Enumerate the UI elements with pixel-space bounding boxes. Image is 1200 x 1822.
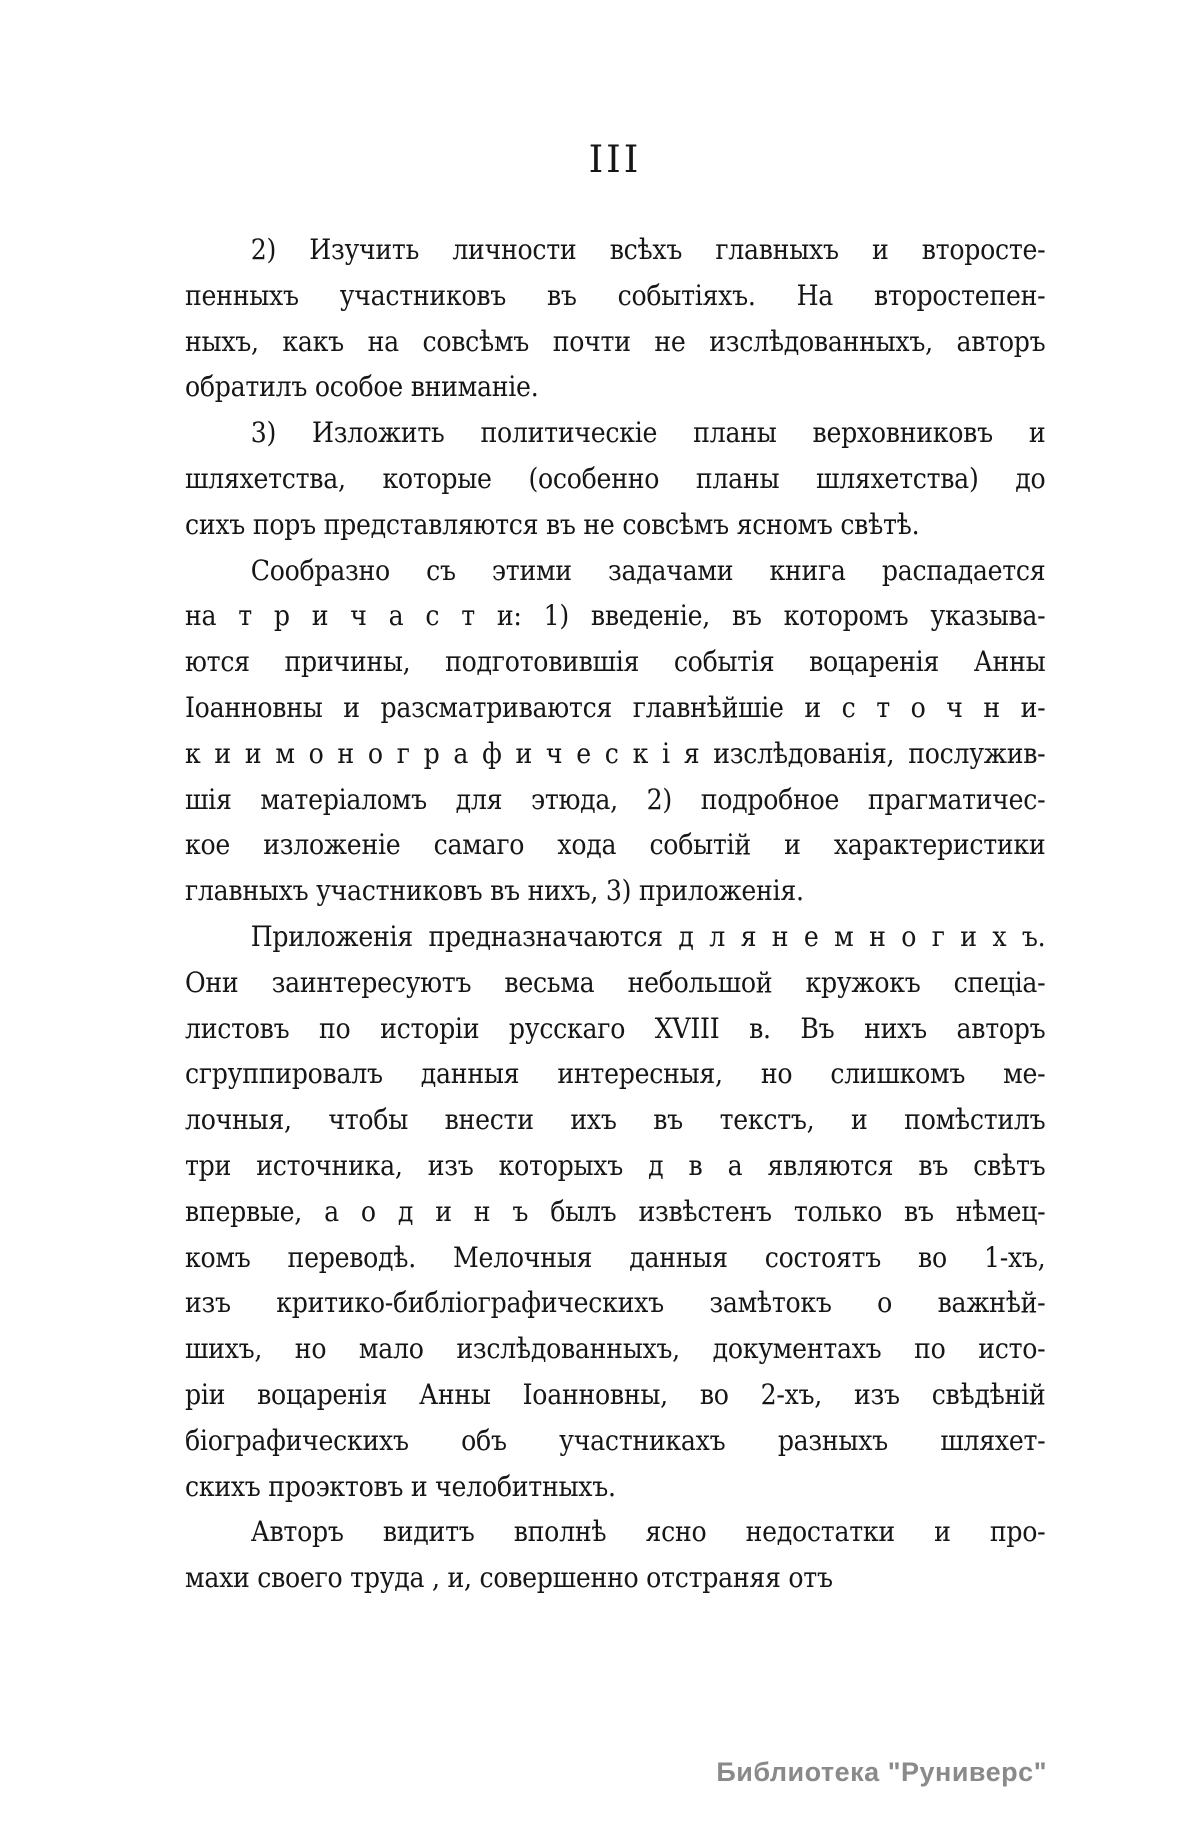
paragraph xyxy=(185,548,1045,914)
text-line: шляхетства, которые (особенно планы шляхетства) до xyxy=(185,461,1046,495)
text-line: ріи воцаренія Анны Іоанновны, во 2-хъ, изъ свѣдѣній xyxy=(185,1377,1046,1411)
text-line: ются причины, подготовившія событія воцаренія Анны xyxy=(185,645,1046,679)
paragraph xyxy=(185,410,1045,547)
text-line: сихъ поръ представляются въ не совсѣмъ ясномъ свѣтѣ. xyxy=(185,507,920,541)
text-line: три источника, изъ которыхъ д в а являются въ свѣтъ xyxy=(185,1148,1046,1182)
text-line: впервые, а о д и н ъ былъ извѣстенъ только въ нѣмец- xyxy=(185,1194,1046,1228)
text-line: лочныя, чтобы внести ихъ въ текстъ, и помѣстилъ xyxy=(185,1103,1046,1137)
library-watermark: Библиотека "Руниверс" xyxy=(716,1757,1047,1787)
text-line: махи своего труда , и, совершенно отстраняя отъ xyxy=(185,1561,833,1595)
text-line: шихъ, но мало изслѣдованныхъ, документахъ по исто- xyxy=(185,1332,1046,1366)
text-line: ныхъ, какъ на совсѣмъ почти не изслѣдованныхъ, авторъ xyxy=(185,324,1046,358)
paragraph xyxy=(185,914,1045,1509)
text-line: комъ переводѣ. Мелочныя данныя состоятъ во 1-хъ, xyxy=(185,1240,1046,1274)
text-line: изъ критико-библіографическихъ замѣтокъ о важнѣй- xyxy=(185,1286,1046,1320)
text-line: біографическихъ объ участникахъ разныхъ шляхет- xyxy=(185,1423,1046,1457)
text-line: Приложенія предназначаются д л я н е м н о г и х ъ. xyxy=(250,919,1046,953)
text-line: пенныхъ участниковъ въ событіяхъ. На второстепен- xyxy=(185,278,1046,312)
page-number: III xyxy=(588,138,642,181)
paragraph xyxy=(185,1509,1045,1601)
paragraph xyxy=(185,227,1045,410)
text-line: 3) Изложить политическіе планы верховниковъ и xyxy=(250,416,1046,450)
text-line: Авторъ видитъ вполнѣ ясно недостатки и про- xyxy=(250,1515,1046,1549)
text-line: Іоанновны и разсматриваются главнѣйшіе и с т о ч н и- xyxy=(185,690,1046,724)
text-line: Они заинтересуютъ весьма небольшой кружокъ спеціа- xyxy=(185,965,1046,999)
text-line: листовъ по исторіи русскаго XVIII в. Въ нихъ авторъ xyxy=(185,1011,1046,1045)
text-line: сгруппировалъ данныя интересныя, но слишкомъ ме- xyxy=(185,1057,1046,1091)
page-text xyxy=(185,227,1045,1601)
text-line: кое изложеніе самаго хода событій и характеристики xyxy=(185,828,1046,862)
text-line: Сообразно съ этими задачами книга распадается xyxy=(250,553,1046,587)
text-line: шія матеріаломъ для этюда, 2) подробное прагматичес- xyxy=(185,782,1046,816)
text-line: главныхъ участниковъ въ нихъ, 3) приложенія. xyxy=(185,874,804,908)
text-line: на т р и ч а с т и: 1) введеніе, въ которомъ указыва- xyxy=(185,599,1046,633)
text-line: скихъ проэктовъ и челобитныхъ. xyxy=(185,1469,616,1503)
text-line: к и и м о н о г р а ф и ч е с к і я изслѣдованія, послужив- xyxy=(185,736,1046,770)
text-line: обратилъ особое вниманіе. xyxy=(185,370,539,404)
text-line: 2) Изучить личности всѣхъ главныхъ и второсте- xyxy=(250,233,1046,266)
